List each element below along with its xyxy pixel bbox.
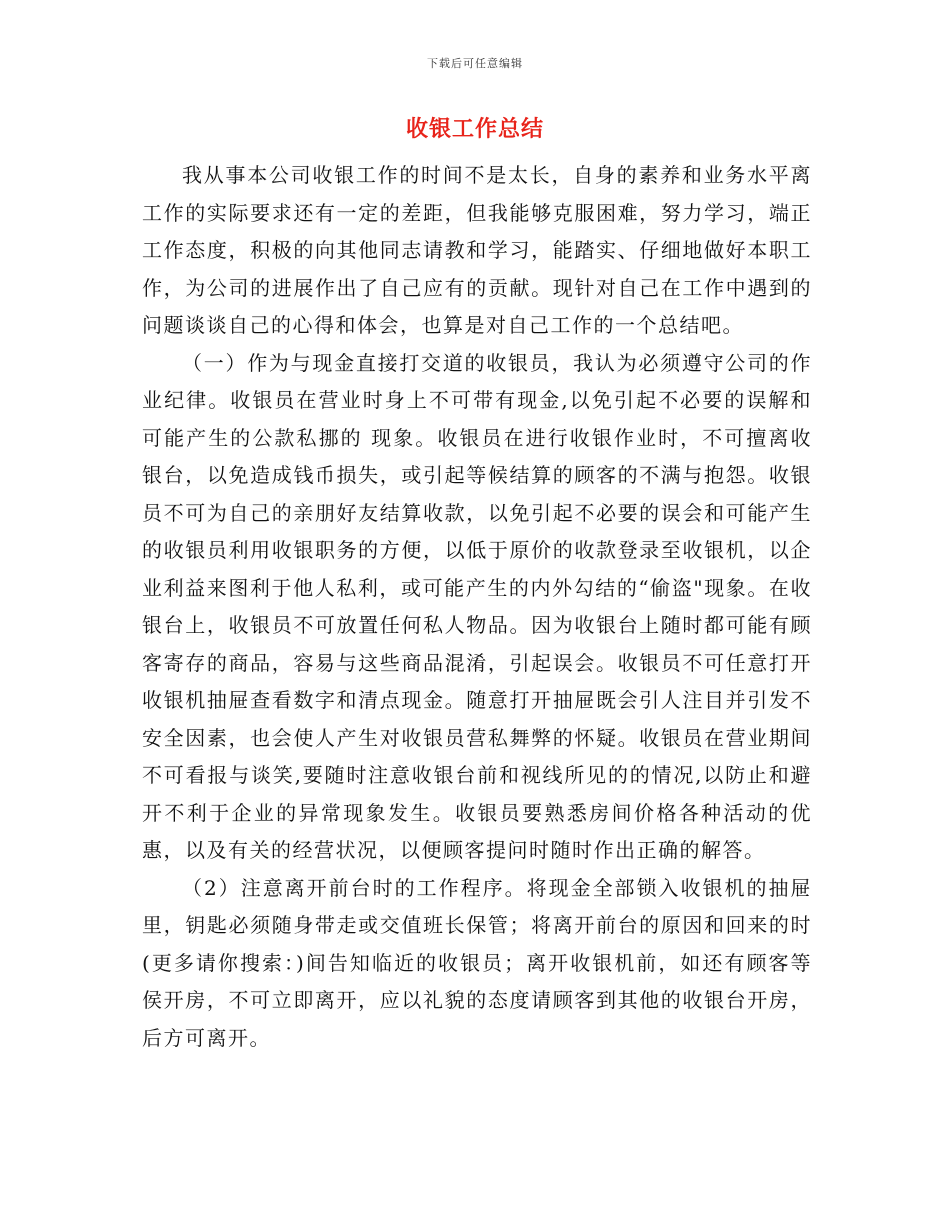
header-note: 下载后可任意编辑	[427, 57, 523, 70]
paragraph-discipline: （一）作为与现金直接打交道的收银员，我认为必须遵守公司的作业纪律。收银员在营业时身上不可带有现金,以免引起不必要的误解和可能产生的公款私挪的 现象。收银员在进行收银作业时，不可擅离收银台，以免造成钱币损失，或引起等候结算的顾客的不满与抱怨。收银员不可为自己的亲朋好友结算收款，以免引起不必要的误会和可能产生的收银员利用收银职务的方便，以低于原价的收款登录至收银机，以企业利益来图利于他人私利，或可能产生的内外勾结的“偷盗"现象。在收银台上，收银员不可放置任何私人物品。因为收银台上随时都可能有顾客寄存的商品，容易与这些商品混淆，引起误会。收银员不可任意打开收银机抽屉查看数字和清点现金。随意打开抽屉既会引人注目并引发不安全因素，也会使人产生对收银员营私舞弊的怀疑。收银员在营业期间不可看报与谈笑,要随时注意收银台前和视线所见的的情况,以防止和避开不利于企业的异常现象发生。收银员要熟悉房间价格各种活动的优惠，以及有关的经营状况，以便顾客提问时随时作出正确的解答。	[142, 350, 812, 862]
paragraph-intro: 我从事本公司收银工作的时间不是太长，自身的素养和业务水平离工作的实际要求还有一定的差距，但我能够克服困难，努力学习，端正工作态度，积极的向其他同志请教和学习，能踏实、仔细地做好本职工作，为公司的进展作出了自己应有的贡献。现针对自己在工作中遇到的问题谈谈自己的心得和体会，也算是对自己工作的一个总结吧。	[142, 163, 812, 337]
document-body	[142, 157, 812, 1057]
document-title: 收银工作总结	[405, 117, 544, 142]
paragraph-leaving-procedure: （2）注意离开前台时的工作程序。将现金全部锁入收银机的抽屉里，钥匙必须随身带走或交值班长保管；将离开前台的原因和回来的时(更多请你搜索：)间告知临近的收银员；离开收银机前，如还有顾客等侯开房，不可立即离开，应以礼貌的态度请顾客到其他的收银台开房，后方可离开。	[142, 875, 812, 1050]
